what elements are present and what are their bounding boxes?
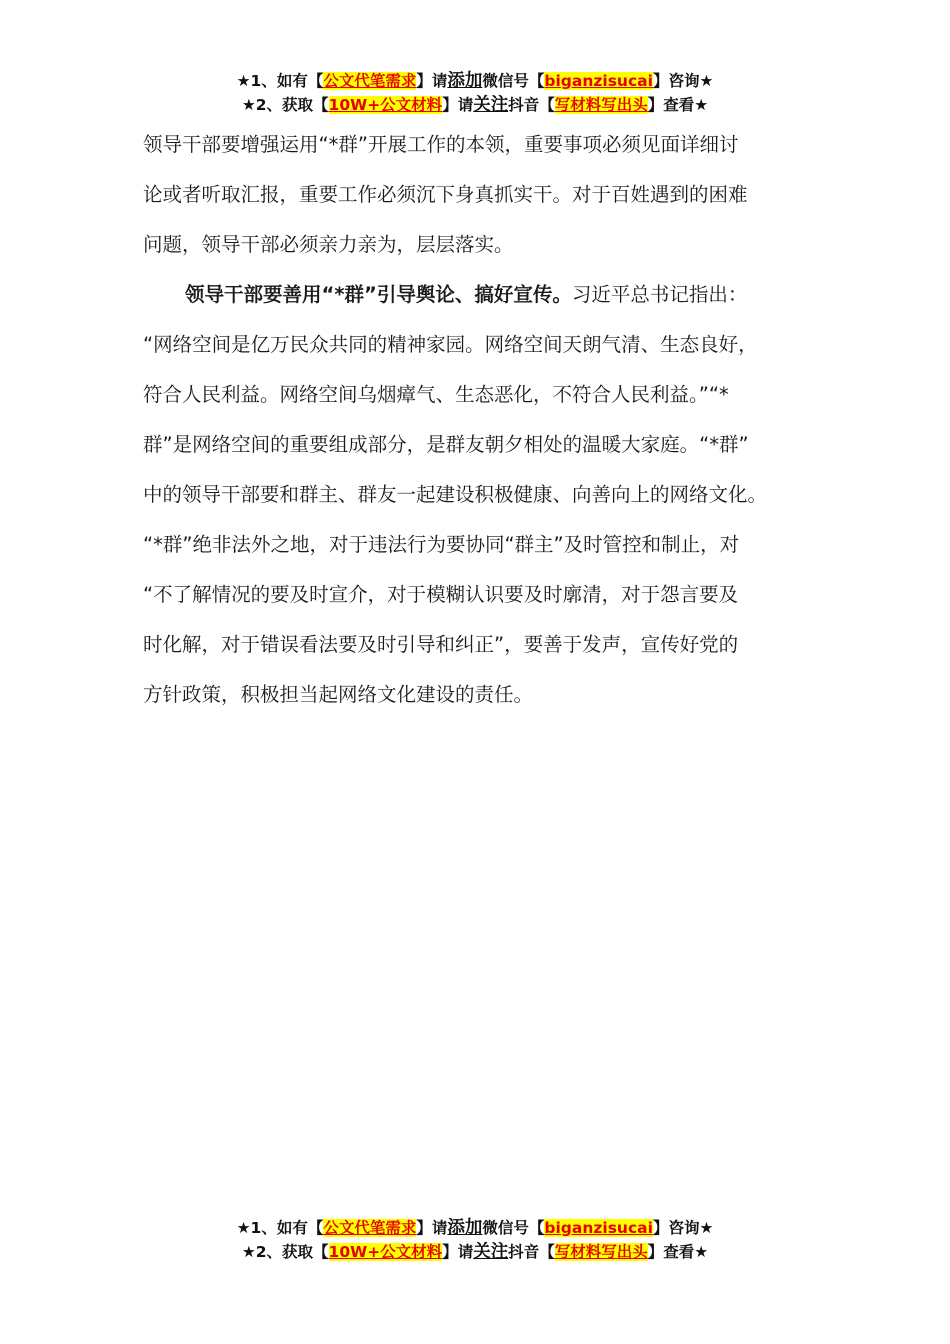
text-line: 论或者听取汇报，重要工作必须沉下身真抓实干。对于百姓遇到的困难 [143,183,748,206]
text-line: 方针政策，积极担当起网络文化建设的责任。 [143,683,534,706]
notice-line-1 [0,69,950,93]
highlight-wechat-id: biganzisucai [544,72,653,90]
highlight-douyin-account: 写材料写出头 [554,1243,648,1261]
highlight-materials: 10W+公文材料 [328,96,443,114]
notice-text: 】查看★ [647,1243,709,1261]
text-line: 问题，领导干部必须亲力亲为，层层落实。 [143,233,514,256]
text-line: 群”是网络空间的重要组成部分，是群友朝夕相处的温暖大家庭。“*群” [143,433,749,456]
paragraph-heading: 领导干部要善用“*群”引导舆论、搞好宣传。 [185,283,572,306]
notice-text: 】请 [416,72,448,90]
notice-line-2 [0,1240,950,1264]
notice-text: 】请 [442,96,474,114]
notice-line-2 [0,93,950,117]
emphasis-follow: 关注 [473,95,509,115]
notice-text: 】请 [416,1219,448,1237]
text-line: 符合人民利益。网络空间乌烟瘴气、生态恶化，不符合人民利益。”“* [143,383,729,406]
highlight-materials: 10W+公文材料 [328,1243,443,1261]
notice-text: 】查看★ [647,96,709,114]
notice-text: 】请 [442,1243,474,1261]
highlight-wechat-id: biganzisucai [544,1219,653,1237]
footer-notice [0,1216,950,1264]
document-body [143,120,823,720]
text-run: 习近平总书记指出： [571,283,748,306]
notice-text: 抖音【 [508,96,555,114]
emphasis-add: 添加 [447,1218,483,1238]
emphasis-add: 添加 [447,71,483,91]
notice-text: ★2、获取【 [241,1243,329,1261]
notice-text: ★1、如有【 [236,72,324,90]
notice-text: 抖音【 [508,1243,555,1261]
notice-text: 】咨询★ [652,72,714,90]
paragraph-2 [143,270,823,720]
text-line: “网络空间是亿万民众共同的精神家园。网络空间天朗气清、生态良好， [143,333,758,356]
text-line: 领导干部要增强运用“*群”开展工作的本领，重要事项必须见面详细讨 [143,133,739,156]
highlight-douyin-account: 写材料写出头 [554,96,648,114]
text-line: “*群”绝非法外之地，对于违法行为要协同“群主”及时管控和制止，对 [143,533,740,556]
highlight-service: 公文代笔需求 [323,72,417,90]
text-line: 中的领导干部要和群主、群友一起建设积极健康、向善向上的网络文化。 [143,483,768,506]
text-line: “不了解情况的要及时宣介，对于模糊认识要及时廓清，对于怨言要及 [143,583,739,606]
notice-text: ★2、获取【 [241,96,329,114]
notice-line-1 [0,1216,950,1240]
highlight-service: 公文代笔需求 [323,1219,417,1237]
text-line [143,270,823,320]
notice-text: 微信号【 [482,1219,545,1237]
header-notice [0,69,950,117]
text-line: 时化解，对于错误看法要及时引导和纠正”，要善于发声，宣传好党的 [143,633,739,656]
paragraph-1 [143,120,823,270]
notice-text: 】咨询★ [652,1219,714,1237]
emphasis-follow: 关注 [473,1242,509,1262]
notice-text: 微信号【 [482,72,545,90]
notice-text: ★1、如有【 [236,1219,324,1237]
